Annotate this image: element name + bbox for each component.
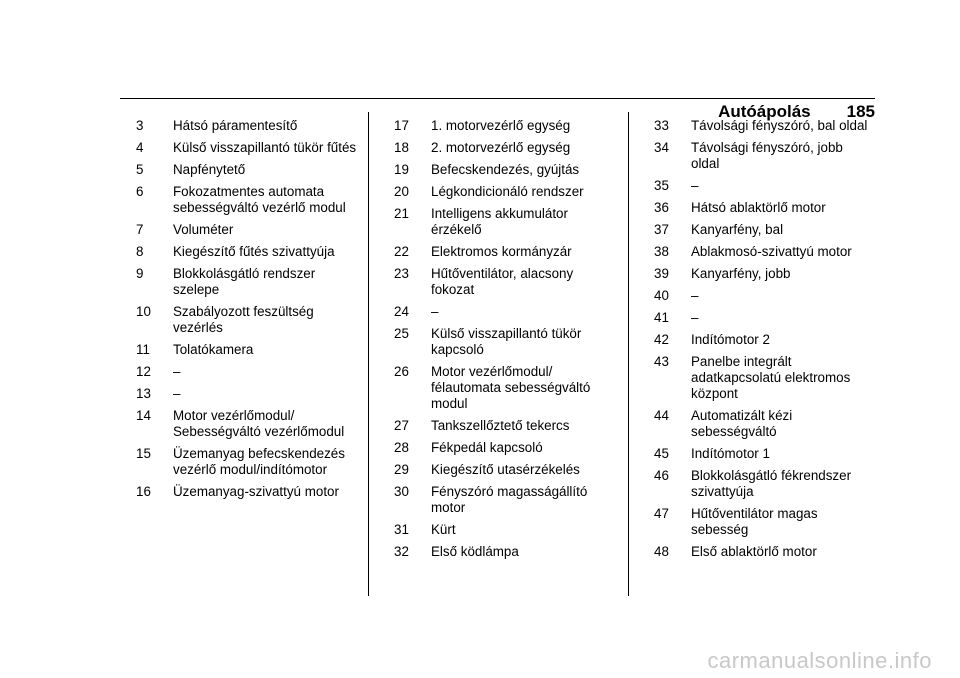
list-item (394, 162, 619, 178)
list-item (394, 304, 619, 320)
list-item (394, 462, 619, 478)
list-item (654, 310, 874, 326)
item-description: Hátsó páramentesítő (173, 118, 298, 133)
item-description: 2. motorvezérlő egység (431, 140, 571, 155)
item-number: 47 (654, 506, 669, 521)
item-description: Első ablaktörlő motor (691, 544, 817, 559)
item-description: Első ködlámpa (431, 544, 519, 559)
item-description: Elektromos kormányzár (431, 244, 572, 259)
item-description: Szabályozott feszültség vezérlés (173, 304, 314, 335)
item-number: 29 (394, 462, 409, 477)
list-item (136, 484, 361, 500)
list-item (654, 332, 874, 348)
list-item (136, 408, 361, 440)
item-description: Indítómotor 2 (691, 332, 770, 347)
item-description: Fokozatmentes automata sebességváltó vezérlő modul (173, 184, 346, 215)
item-number: 33 (654, 118, 669, 133)
list-item (394, 326, 619, 358)
item-number: 27 (394, 418, 409, 433)
item-number: 20 (394, 184, 409, 199)
item-description: Üzemanyag-szivattyú motor (173, 484, 339, 499)
item-number: 9 (136, 266, 144, 281)
item-number: 46 (654, 468, 669, 483)
item-number: 48 (654, 544, 669, 559)
item-number: 42 (654, 332, 669, 347)
list-item (136, 162, 361, 178)
list-item (136, 342, 361, 358)
item-description: Kiegészítő utasérzékelés (431, 462, 580, 477)
header-rule (120, 98, 875, 99)
item-description: Motor vezérlőmodul/ félautomata sebességváltó modul (431, 364, 591, 411)
item-description: Fékpedál kapcsoló (431, 440, 543, 455)
item-description: Tankszellőztető tekercs (431, 418, 570, 433)
list-item (394, 140, 619, 156)
item-description: Blokkolásgátló rendszer szelepe (173, 266, 316, 297)
column-divider (628, 112, 629, 596)
item-number: 36 (654, 200, 669, 215)
item-description: Panelbe integrált adatkapcsolatú elektromos központ (691, 354, 851, 401)
page-number: 185 (846, 102, 875, 121)
list-item (136, 364, 361, 380)
item-number: 32 (394, 544, 409, 559)
list-item (654, 200, 874, 216)
item-description: Hátsó ablaktörlő motor (691, 200, 826, 215)
item-description: – (691, 310, 699, 325)
item-description: Intelligens akkumulátor érzékelő (431, 206, 568, 237)
item-number: 41 (654, 310, 669, 325)
item-number: 15 (136, 446, 151, 461)
list-item (136, 244, 361, 260)
item-description: Külső visszapillantó tükör fűtés (173, 140, 357, 155)
item-description: Napfénytető (173, 162, 246, 177)
list-item (654, 408, 874, 440)
item-number: 4 (136, 140, 144, 155)
item-description: – (431, 304, 439, 319)
item-number: 10 (136, 304, 151, 319)
list-item (394, 184, 619, 200)
list-item (136, 266, 361, 298)
item-number: 8 (136, 244, 144, 259)
item-description: – (691, 288, 699, 303)
item-description: Üzemanyag befecskendezés vezérlő modul/indítómotor (173, 446, 345, 477)
list-item (654, 140, 874, 172)
item-description: Hűtőventilátor, alacsony fokozat (431, 266, 574, 297)
list-item (394, 364, 619, 412)
list-item (654, 506, 874, 538)
item-number: 35 (654, 178, 669, 193)
fuse-list-column-1 (136, 118, 361, 506)
item-description: Fényszóró magasságállító motor (431, 484, 588, 515)
item-number: 28 (394, 440, 409, 455)
list-item (136, 222, 361, 238)
item-number: 44 (654, 408, 669, 423)
item-description: Kanyarfény, jobb (691, 266, 791, 281)
list-item (136, 446, 361, 478)
item-description: Ablakmosó-szivattyú motor (691, 244, 852, 259)
item-number: 31 (394, 522, 409, 537)
list-item (394, 266, 619, 298)
fuse-list-column-3 (654, 118, 874, 566)
list-item (654, 118, 874, 134)
item-number: 17 (394, 118, 409, 133)
item-number: 16 (136, 484, 151, 499)
list-item (136, 184, 361, 216)
item-number: 39 (654, 266, 669, 281)
item-description: – (173, 386, 181, 401)
list-item (654, 288, 874, 304)
item-description: Tolatókamera (173, 342, 254, 357)
item-description: Kanyarfény, bal (691, 222, 784, 237)
list-item (654, 354, 874, 402)
list-item (394, 544, 619, 560)
list-item (136, 140, 361, 156)
watermark: carmanualsonline.info (707, 648, 932, 673)
list-item (394, 244, 619, 260)
item-number: 3 (136, 118, 144, 133)
item-number: 5 (136, 162, 144, 177)
item-number: 13 (136, 386, 151, 401)
list-item (394, 206, 619, 238)
item-description: Kürt (431, 522, 456, 537)
item-description: Távolsági fényszóró, bal oldal (691, 118, 868, 133)
list-item (654, 544, 874, 560)
list-item (136, 386, 361, 402)
item-description: Külső visszapillantó tükör kapcsoló (431, 326, 582, 357)
item-description: Befecskendezés, gyújtás (431, 162, 580, 177)
list-item (394, 484, 619, 516)
item-number: 26 (394, 364, 409, 379)
item-number: 30 (394, 484, 409, 499)
item-number: 24 (394, 304, 409, 319)
item-number: 7 (136, 222, 144, 237)
item-description: Motor vezérlőmodul/ Sebességváltó vezérlőmodul (173, 408, 345, 439)
item-description: Légkondicionáló rendszer (431, 184, 584, 199)
item-number: 25 (394, 326, 409, 341)
fuse-list-column-2 (394, 118, 619, 566)
item-number: 37 (654, 222, 669, 237)
list-item (654, 468, 874, 500)
column-divider (368, 112, 369, 596)
item-description: Blokkolásgátló fékrendszer szivattyúja (691, 468, 852, 499)
item-number: 22 (394, 244, 409, 259)
list-item (654, 266, 874, 282)
list-item (394, 118, 619, 134)
item-number: 34 (654, 140, 669, 155)
list-item (654, 178, 874, 194)
item-description: – (173, 364, 181, 379)
item-number: 38 (654, 244, 669, 259)
item-number: 40 (654, 288, 669, 303)
item-number: 14 (136, 408, 151, 423)
item-number: 19 (394, 162, 409, 177)
list-item (394, 440, 619, 456)
item-description: Távolsági fényszóró, jobb oldal (691, 140, 843, 171)
item-number: 12 (136, 364, 151, 379)
list-item (394, 418, 619, 434)
item-number: 43 (654, 354, 669, 369)
list-item (654, 244, 874, 260)
item-description: Indítómotor 1 (691, 446, 770, 461)
item-number: 23 (394, 266, 409, 281)
list-item (136, 118, 361, 134)
item-description: – (691, 178, 699, 193)
item-number: 6 (136, 184, 144, 199)
item-number: 11 (136, 342, 150, 357)
item-number: 45 (654, 446, 669, 461)
item-number: 21 (394, 206, 409, 221)
list-item (136, 304, 361, 336)
item-description: 1. motorvezérlő egység (431, 118, 571, 133)
item-description: Voluméter (173, 222, 234, 237)
item-description: Kiegészítő fűtés szivattyúja (173, 244, 335, 259)
page-title: Autóápolás (718, 102, 811, 121)
list-item (654, 446, 874, 462)
item-number: 18 (394, 140, 409, 155)
item-description: Automatizált kézi sebességváltó (691, 408, 793, 439)
item-description: Hűtőventilátor magas sebesség (691, 506, 818, 537)
list-item (654, 222, 874, 238)
list-item (394, 522, 619, 538)
